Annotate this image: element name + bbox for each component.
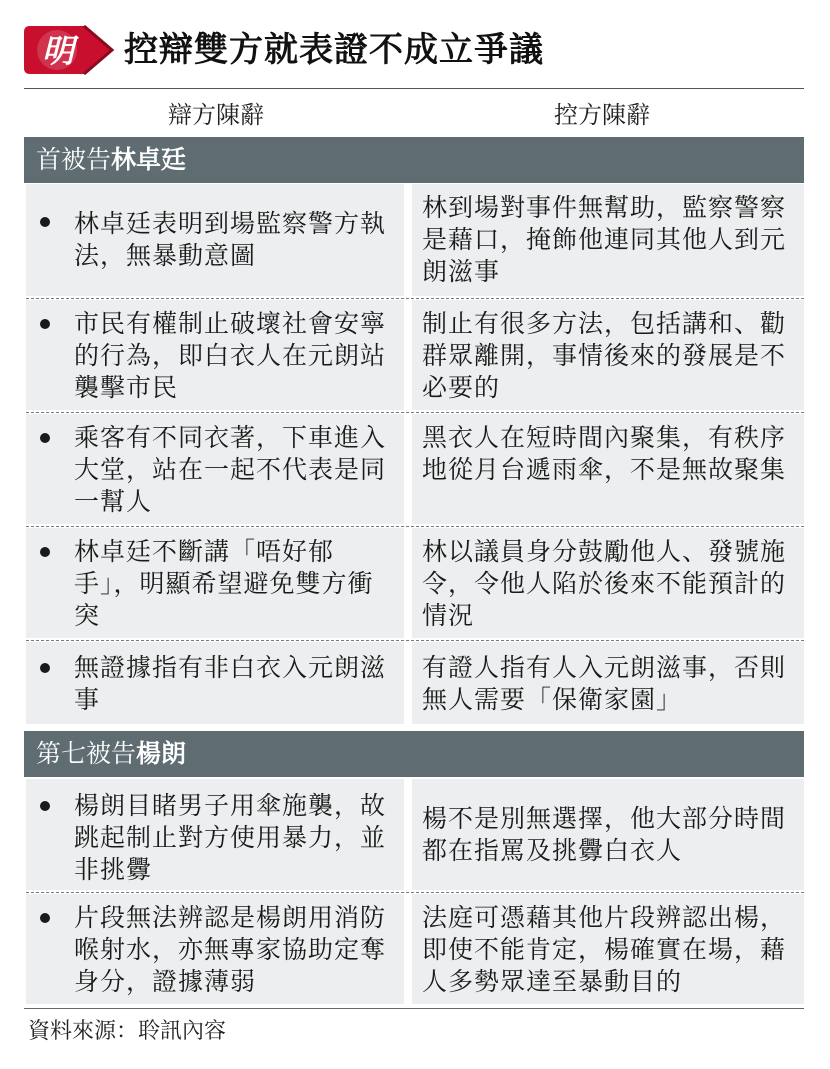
bullet-icon <box>40 547 50 557</box>
prosecution-text: 黑衣人在短時間內聚集，有秩序地從月台遞雨傘，不是無故聚集 <box>422 423 787 484</box>
prosecution-text: 楊不是別無選擇，他大部分時間都在指罵及挑釁白衣人 <box>422 804 787 865</box>
logo-text: 明 <box>41 32 75 70</box>
row-divider <box>26 892 804 893</box>
defendant-name: 林卓廷 <box>111 145 187 174</box>
bullet-icon <box>40 217 50 227</box>
bullet-icon <box>40 319 50 329</box>
defendant-name: 楊朗 <box>136 739 187 768</box>
prosecution-text: 制止有很多方法，包括講和、勸群眾離開，事情後來的發展是不必要的 <box>422 309 787 402</box>
row-divider <box>26 640 804 641</box>
prosecution-text: 林到場對事件無幫助，監察警察是藉口，掩飾他連同其他人到元朗滋事 <box>422 193 787 286</box>
prosecution-cell <box>412 300 804 410</box>
defence-text: 片段無法辨認是楊朗用消防喉射水，亦無專家協助定奪身分，證據薄弱 <box>74 903 387 996</box>
defence-cell <box>26 779 404 890</box>
section-header-first-defendant <box>24 137 804 183</box>
prosecution-cell <box>412 184 804 296</box>
bullet-icon <box>40 663 50 673</box>
row-divider <box>26 412 804 413</box>
defence-cell <box>26 894 404 1004</box>
defence-cell <box>26 642 404 724</box>
defence-text: 無證據指有非白衣入元朗滋事 <box>74 653 387 714</box>
defence-text: 林卓廷表明到場監察警方執法，無暴動意圖 <box>74 209 387 270</box>
bullet-icon <box>40 913 50 923</box>
prosecution-cell <box>412 528 804 638</box>
ming-pao-logo-icon <box>24 22 116 78</box>
defence-text: 楊朗目睹男子用傘施襲，故跳起制止對方使用暴力，並非挑釁 <box>74 791 387 884</box>
prosecution-cell <box>412 779 804 890</box>
source-note: 資料來源：聆訊內容 <box>28 1019 227 1044</box>
section-header-seventh-defendant <box>24 731 804 777</box>
defence-cell <box>26 184 404 296</box>
column-header-defence: 辯方陳辭 <box>168 101 264 129</box>
header <box>24 22 804 78</box>
footer-divider <box>24 1008 804 1009</box>
prosecution-cell <box>412 414 804 524</box>
defence-cell <box>26 300 404 410</box>
prosecution-text: 法庭可憑藉其他片段辨認出楊，即使不能肯定，楊確實在場，藉人多勢眾達至暴動目的 <box>422 903 787 996</box>
defence-text: 乘客有不同衣著，下車進入大堂，站在一起不代表是同一幫人 <box>74 423 387 516</box>
defence-cell <box>26 414 404 524</box>
defence-text: 市民有權制止破壞社會安寧的行為，即白衣人在元朗站襲擊市民 <box>74 309 387 402</box>
defence-text: 林卓廷不斷講「唔好郁手」，明顯希望避免雙方衝突 <box>74 537 374 630</box>
defence-cell <box>26 528 404 638</box>
section-prefix: 第七被告 <box>36 739 137 768</box>
prosecution-cell <box>412 642 804 724</box>
prosecution-text: 有證人指有人入元朗滋事，否則無人需要「保衛家園」 <box>422 653 787 714</box>
column-header-prosecution: 控方陳辭 <box>554 101 650 129</box>
page-title: 控辯雙方就表證不成立爭議 <box>124 30 544 70</box>
row-divider <box>26 298 804 299</box>
header-divider <box>24 88 804 89</box>
row-divider <box>26 526 804 527</box>
prosecution-cell <box>412 894 804 1004</box>
bullet-icon <box>40 433 50 443</box>
bullet-icon <box>40 801 50 811</box>
section-prefix: 首被告 <box>36 145 112 174</box>
prosecution-text: 林以議員身分鼓勵他人、發號施令，令他人陷於後來不能預計的情況 <box>422 537 787 630</box>
